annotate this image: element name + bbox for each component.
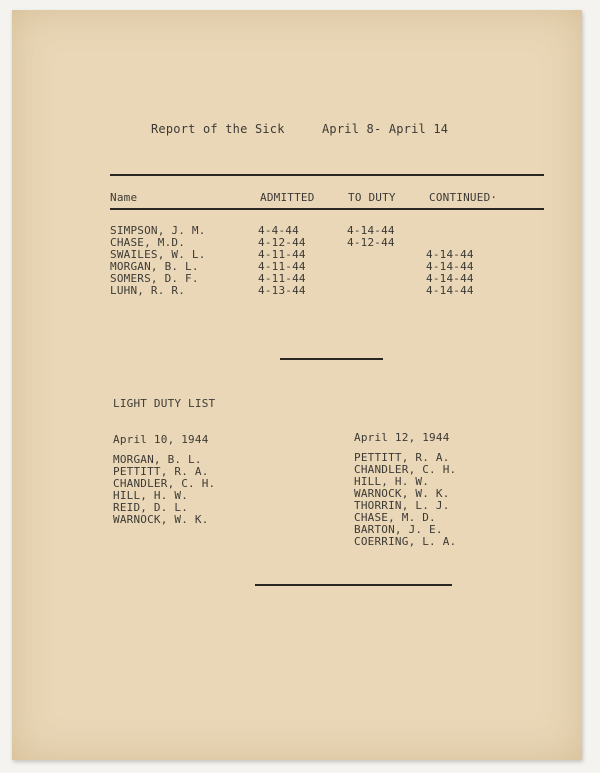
- report-period: April 8- April 14: [322, 122, 449, 136]
- header-admitted: ADMITTED: [260, 191, 315, 204]
- light-duty-date-left: April 10, 1944: [113, 433, 209, 446]
- light-duty-name: PETTITT, R. A.: [354, 451, 450, 464]
- light-duty-name: MORGAN, B. L.: [113, 453, 202, 466]
- header-name: Name: [110, 191, 138, 204]
- row-name: CHASE, M.D.: [110, 236, 186, 249]
- bottom-rule: [255, 584, 452, 586]
- row-name: SOMERS, D. F.: [110, 272, 199, 285]
- table-row: [12, 224, 582, 236]
- row-admitted: 4-11-44: [258, 272, 306, 285]
- table-row: [12, 248, 582, 260]
- row-continued: 4-14-44: [426, 284, 474, 297]
- table-top-rule: [110, 174, 544, 176]
- table-row: [12, 260, 582, 272]
- row-continued: 4-14-44: [426, 272, 474, 285]
- light-duty-name: COERRING, L. A.: [354, 535, 457, 548]
- row-continued: 4-14-44: [426, 260, 474, 273]
- light-duty-name: WARNOCK, W. K.: [354, 487, 450, 500]
- header-continued: CONTINUED·: [429, 191, 498, 204]
- row-name: LUHN, R. R.: [110, 284, 186, 297]
- light-duty-name: PETTITT, R. A.: [113, 465, 209, 478]
- light-duty-name: HILL, H. W.: [113, 489, 189, 502]
- light-duty-name: REID, D. L.: [113, 501, 189, 514]
- light-duty-title: LIGHT DUTY LIST: [113, 397, 216, 410]
- light-duty-name: CHANDLER, C. H.: [113, 477, 216, 490]
- row-admitted: 4-13-44: [258, 284, 306, 297]
- row-name: SIMPSON, J. M.: [110, 224, 206, 237]
- row-admitted: 4-11-44: [258, 260, 306, 273]
- row-to-duty: 4-12-44: [347, 236, 395, 249]
- header-to-duty: TO DUTY: [348, 191, 396, 204]
- light-duty-name: HILL, H. W.: [354, 475, 430, 488]
- light-duty-date-right: April 12, 1944: [354, 431, 450, 444]
- row-continued: 4-14-44: [426, 248, 474, 261]
- table-header-rule: [110, 208, 544, 210]
- row-admitted: 4-12-44: [258, 236, 306, 249]
- report-title: Report of the Sick: [151, 122, 285, 136]
- table-row: [12, 236, 582, 248]
- light-duty-name: CHANDLER, C. H.: [354, 463, 457, 476]
- table-row: [12, 284, 582, 296]
- document-page: [12, 10, 582, 760]
- row-admitted: 4-11-44: [258, 248, 306, 261]
- light-duty-name: CHASE, M. D.: [354, 511, 436, 524]
- row-name: MORGAN, B. L.: [110, 260, 199, 273]
- row-name: SWAILES, W. L.: [110, 248, 206, 261]
- light-duty-name: WARNOCK, W. K.: [113, 513, 209, 526]
- row-to-duty: 4-14-44: [347, 224, 395, 237]
- row-admitted: 4-4-44: [258, 224, 299, 237]
- section-divider: [280, 358, 383, 360]
- light-duty-name: BARTON, J. E.: [354, 523, 443, 536]
- light-duty-name: THORRIN, L. J.: [354, 499, 450, 512]
- table-row: [12, 272, 582, 284]
